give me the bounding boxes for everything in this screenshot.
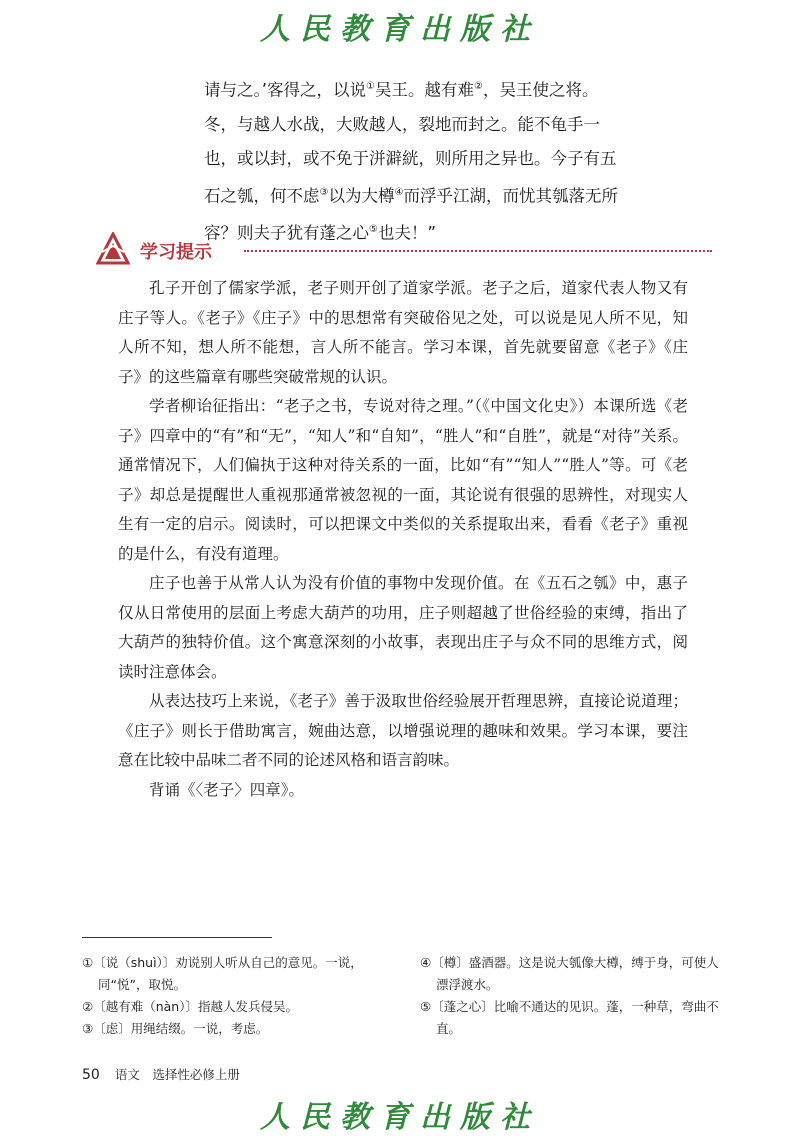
note-marker: ④ <box>394 186 404 198</box>
classical-text-excerpt <box>204 70 619 251</box>
publisher-logo-top: 人民教育出版社 <box>260 12 540 47</box>
tips-paragraph: 背诵《〈老子〉四章》。 <box>149 780 305 799</box>
tips-paragraph: 从表达技巧上来说，《老子》善于汲取世俗经验展开哲理思辨，直接论说道理；《庄子》则长于借助寓言，婉曲达意，以增强说理的趣味和效果。学习本课，要注意在比较中品味二者不同的论述风格和语言韵味。 <box>118 692 688 769</box>
note-marker: ⑤ <box>369 224 378 235</box>
text-segment: 吴王。越有难 <box>374 80 474 100</box>
note-marker: ③ <box>319 186 329 198</box>
page-footer <box>82 1064 240 1083</box>
footnote: ⑤〔蓬之心〕比喻不通达的见识。蓬，一种草，弯曲不直。 <box>420 999 719 1036</box>
text-segment: 而浮乎江湖，而忧其瓠落无所容？则夫子犹有蓬之心 <box>204 186 618 243</box>
footnotes-left-column <box>82 952 382 1040</box>
text-segment: 以为大樽 <box>328 186 395 205</box>
study-tips-title: 学习提示 <box>140 242 212 263</box>
tips-paragraph: 庄子也善于从常人认为没有价值的事物中发现价值。在《五石之瓠》中，惠子仅从日常使用的层面上考虑大葫芦的功用，庄子则超越了世俗经验的束缚，指出了大葫芦的独特价值。这个寓意深刻的小故事，表现出庄子与众不同的思维方式，阅读时注意体会。 <box>118 574 688 681</box>
footnote: ①〔说（shuì）〕劝说别人听从自己的意见。一说，同“悦”，取悦。 <box>82 955 363 992</box>
publisher-logo-bottom: 人民教育出版社 <box>260 1100 540 1135</box>
text-segment: ，吴王使之将。冬，与越人水战，大败越人，裂地而封之。能不龟手一也，或以封，或不免于洴澼絖，则所用之异也。今子有五石之瓠，何不虑 <box>204 80 617 205</box>
note-marker: ② <box>473 81 483 92</box>
footnote: ④〔樽〕盛酒器。这是说大瓠像大樽，缚于身，可使人漂浮渡水。 <box>420 955 719 992</box>
footnote: ③〔虑〕用绳结缀。一说，考虑。 <box>82 1021 269 1036</box>
note-marker: ① <box>366 81 375 92</box>
footnote: ②〔越有难（nàn）〕指越人发兵侵吴。 <box>82 999 298 1014</box>
tips-paragraph: 孔子开创了儒家学派，老子则开创了道家学派。老子之后，道家代表人物又有庄子等人。《老子》《庄子》中的思想常有突破俗见之处，可以说是见人所不见，知人所不知，想人所不能想，言人所不能言。学习本课，首先就要留意《老子》《庄子》的这些篇章有哪些突破常规的认识。 <box>118 279 688 386</box>
dotted-divider <box>244 250 712 252</box>
study-tips-header <box>96 232 712 268</box>
study-tips-icon <box>96 232 130 266</box>
footnote-divider <box>82 937 272 938</box>
text-segment: 请与之。’客得之，以说 <box>204 80 366 100</box>
book-title: 语文 选择性必修上册 <box>114 1067 240 1082</box>
page-number: 50 <box>82 1067 100 1083</box>
study-tips-body <box>118 274 688 805</box>
tips-paragraph: 学者柳诒征指出：“老子之书，专说对待之理。”（《中国文化史》）本课所选《老子》四章中的“有”和“无”，“知人”和“自知”，“胜人”和“自胜”，就是“对待”关系。通常情况下，人们偏执于这种对待关系的一面，比如“有”“知人”“胜人”等。可《老子》却总是提醒世人重视那通常被忽视的一面，其论说有很强的思辨性，对现实人生有一定的启示。阅读时，可以把课文中类似的关系提取出来，看看《老子》重视的是什么，有没有道理。 <box>118 397 688 563</box>
text-segment: 也夫！” <box>377 223 437 243</box>
footnotes-right-column <box>420 952 720 1040</box>
